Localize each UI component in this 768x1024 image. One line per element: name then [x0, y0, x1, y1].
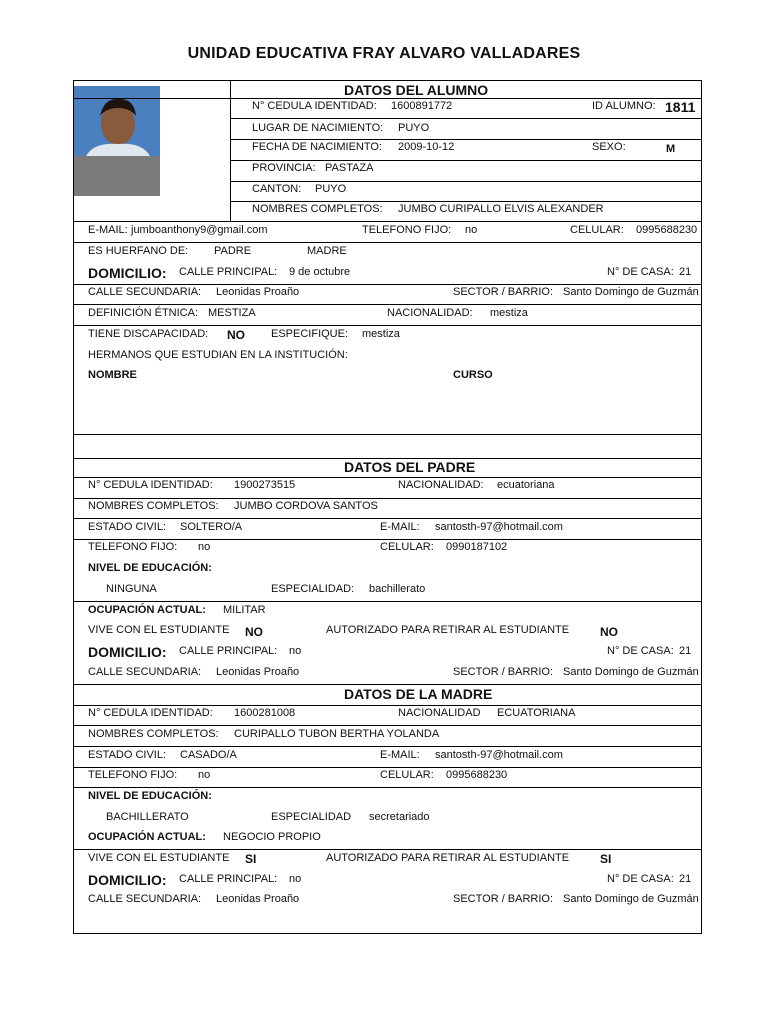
siblings-course-column: CURSO — [453, 369, 493, 381]
student-cedula-value: 1600891772 — [391, 100, 453, 112]
student-email-value: jumboanthony9@gmail.com — [131, 224, 268, 236]
father-sector-value: Santo Domingo de Guzmán — [563, 666, 699, 678]
mother-secondary-street-label: CALLE SECUNDARIA: — [88, 893, 202, 905]
orphan-label: ES HUERFANO DE: — [88, 245, 189, 257]
father-occupation-value: MILITAR — [223, 604, 266, 616]
student-names-label: NOMBRES COMPLETOS: — [252, 203, 383, 215]
father-names-value: JUMBO CORDOVA SANTOS — [234, 500, 378, 512]
disability-value: NO — [227, 328, 245, 342]
mother-cell-label: CELULAR: — [380, 769, 434, 781]
section-header-madre: DATOS DE LA MADRE — [344, 686, 493, 702]
mother-occupation-value: NEGOCIO PROPIO — [223, 831, 321, 843]
orphan-mother-option: MADRE — [307, 245, 347, 257]
birthplace-value: PUYO — [398, 122, 430, 134]
mother-specialty-label: ESPECIALIDAD — [271, 811, 352, 823]
father-sector-label: SECTOR / BARRIO: — [453, 666, 554, 678]
mother-main-street-value: no — [289, 873, 302, 885]
father-cell-value: 0990187102 — [446, 541, 508, 553]
siblings-label: HERMANOS QUE ESTUDIAN EN LA INSTITUCIÓN: — [88, 349, 348, 361]
mother-civil-status-value: CASADO/A — [180, 749, 237, 761]
mother-specialty-value: secretariado — [369, 811, 430, 823]
father-phone-label: TELEFONO FIJO: — [88, 541, 178, 553]
mother-cedula-label: N° CEDULA IDENTIDAD: — [88, 707, 213, 719]
student-main-street-value: 9 de octubre — [289, 266, 351, 278]
student-sector-value: Santo Domingo de Guzmán — [563, 286, 699, 298]
mother-main-street-label: CALLE PRINCIPAL: — [179, 873, 278, 885]
mother-authorized-label: AUTORIZADO PARA RETIRAR AL ESTUDIANTE — [326, 852, 570, 864]
student-photo — [74, 86, 160, 196]
mother-house-number-label: N° DE CASA: — [607, 873, 674, 885]
student-address-heading: DOMICILIO: — [88, 265, 167, 281]
father-secondary-street-value: Leonidas Proaño — [216, 666, 300, 678]
student-house-number-label: N° DE CASA: — [607, 266, 674, 278]
ethnicity-value: MESTIZA — [208, 307, 256, 319]
student-cell-value: 0995688230 — [636, 224, 698, 236]
student-secondary-street-label: CALLE SECUNDARIA: — [88, 286, 202, 298]
student-phone-value: no — [465, 224, 478, 236]
student-main-street-label: CALLE PRINCIPAL: — [179, 266, 278, 278]
father-main-street-label: CALLE PRINCIPAL: — [179, 645, 278, 657]
mother-civil-status-label: ESTADO CIVIL: — [88, 749, 167, 761]
father-cell-label: CELULAR: — [380, 541, 434, 553]
mother-phone-label: TELEFONO FIJO: — [88, 769, 178, 781]
mother-names-label: NOMBRES COMPLETOS: — [88, 728, 219, 740]
father-secondary-street-label: CALLE SECUNDARIA: — [88, 666, 202, 678]
father-lives-with-label: VIVE CON EL ESTUDIANTE — [88, 624, 230, 636]
section-header-alumno: DATOS DEL ALUMNO — [344, 82, 489, 98]
father-email-value: santosth-97@hotmail.com — [435, 521, 563, 533]
mother-sector-label: SECTOR / BARRIO: — [453, 893, 554, 905]
disability-label: TIENE DISCAPACIDAD: — [88, 328, 209, 340]
father-occupation-label: OCUPACIÓN ACTUAL: — [88, 604, 206, 616]
mother-education-label: NIVEL DE EDUCACIÓN: — [88, 790, 212, 802]
father-nationality-label: NACIONALIDAD: — [398, 479, 484, 491]
father-civil-status-value: SOLTERO/A — [180, 521, 243, 533]
mother-names-value: CURIPALLO TUBON BERTHA YOLANDA — [234, 728, 440, 740]
birthdate-value: 2009-10-12 — [398, 141, 455, 153]
student-cell-label: CELULAR: — [570, 224, 624, 236]
specify-label: ESPECIFIQUE: — [271, 328, 349, 340]
father-nationality-value: ecuatoriana — [497, 479, 555, 491]
province-value: PASTAZA — [325, 162, 374, 174]
father-education-value: NINGUNA — [106, 583, 157, 595]
specify-value: mestiza — [362, 328, 400, 340]
student-id-value: 1811 — [665, 99, 696, 115]
birthplace-label: LUGAR DE NACIMIENTO: — [252, 122, 384, 134]
siblings-name-column: NOMBRE — [88, 369, 137, 381]
student-nationality-label: NACIONALIDAD: — [387, 307, 473, 319]
father-names-label: NOMBRES COMPLETOS: — [88, 500, 219, 512]
father-education-label: NIVEL DE EDUCACIÓN: — [88, 562, 212, 574]
mother-phone-value: no — [198, 769, 211, 781]
mother-secondary-street-value: Leonidas Proaño — [216, 893, 300, 905]
page-title: UNIDAD EDUCATIVA FRAY ALVARO VALLADARES — [187, 45, 581, 62]
student-email-label: E-MAIL: — [88, 224, 128, 236]
mother-lives-with-label: VIVE CON EL ESTUDIANTE — [88, 852, 230, 864]
section-header-padre: DATOS DEL PADRE — [344, 459, 476, 475]
birthdate-label: FECHA DE NACIMIENTO: — [252, 141, 382, 153]
father-civil-status-label: ESTADO CIVIL: — [88, 521, 167, 533]
father-cedula-label: N° CEDULA IDENTIDAD: — [88, 479, 213, 491]
student-cedula-label: N° CEDULA IDENTIDAD: — [252, 100, 377, 112]
canton-value: PUYO — [315, 183, 347, 195]
mother-education-value: BACHILLERATO — [106, 811, 189, 823]
student-phone-label: TELEFONO FIJO: — [362, 224, 452, 236]
mother-occupation-label: OCUPACIÓN ACTUAL: — [88, 831, 206, 843]
father-house-number-label: N° DE CASA: — [607, 645, 674, 657]
father-specialty-value: bachillerato — [369, 583, 426, 595]
province-label: PROVINCIA: — [252, 162, 316, 174]
mother-authorized-value: SI — [600, 852, 612, 866]
father-specialty-label: ESPECIALIDAD: — [271, 583, 355, 595]
mother-email-value: santosth-97@hotmail.com — [435, 749, 563, 761]
ethnicity-label: DEFINICIÓN ÉTNICA: — [88, 307, 199, 319]
student-nationality-value: mestiza — [490, 307, 528, 319]
father-main-street-value: no — [289, 645, 302, 657]
orphan-father-option: PADRE — [214, 245, 252, 257]
father-authorized-label: AUTORIZADO PARA RETIRAR AL ESTUDIANTE — [326, 624, 570, 636]
mother-cell-value: 0995688230 — [446, 769, 508, 781]
student-id-label: ID ALUMNO: — [592, 100, 656, 112]
sex-value: M — [666, 143, 676, 155]
father-cedula-value: 1900273515 — [234, 479, 296, 491]
mother-email-label: E-MAIL: — [380, 749, 420, 761]
mother-house-number-value: 21 — [679, 873, 692, 885]
mother-address-heading: DOMICILIO: — [88, 872, 167, 888]
father-authorized-value: NO — [600, 625, 618, 639]
father-email-label: E-MAIL: — [380, 521, 420, 533]
father-phone-value: no — [198, 541, 211, 553]
student-names-value: JUMBO CURIPALLO ELVIS ALEXANDER — [398, 203, 604, 215]
mother-nationality-label: NACIONALIDAD — [398, 707, 481, 719]
mother-sector-value: Santo Domingo de Guzmán — [563, 893, 699, 905]
mother-nationality-value: ECUATORIANA — [497, 707, 576, 719]
mother-lives-with-value: SI — [245, 852, 257, 866]
sex-label: SEXO: — [592, 141, 626, 153]
student-sector-label: SECTOR / BARRIO: — [453, 286, 554, 298]
canton-label: CANTON: — [252, 183, 302, 195]
mother-cedula-value: 1600281008 — [234, 707, 296, 719]
father-address-heading: DOMICILIO: — [88, 644, 167, 660]
student-secondary-street-value: Leonidas Proaño — [216, 286, 300, 298]
father-lives-with-value: NO — [245, 625, 263, 639]
father-house-number-value: 21 — [679, 645, 692, 657]
student-house-number-value: 21 — [679, 266, 692, 278]
